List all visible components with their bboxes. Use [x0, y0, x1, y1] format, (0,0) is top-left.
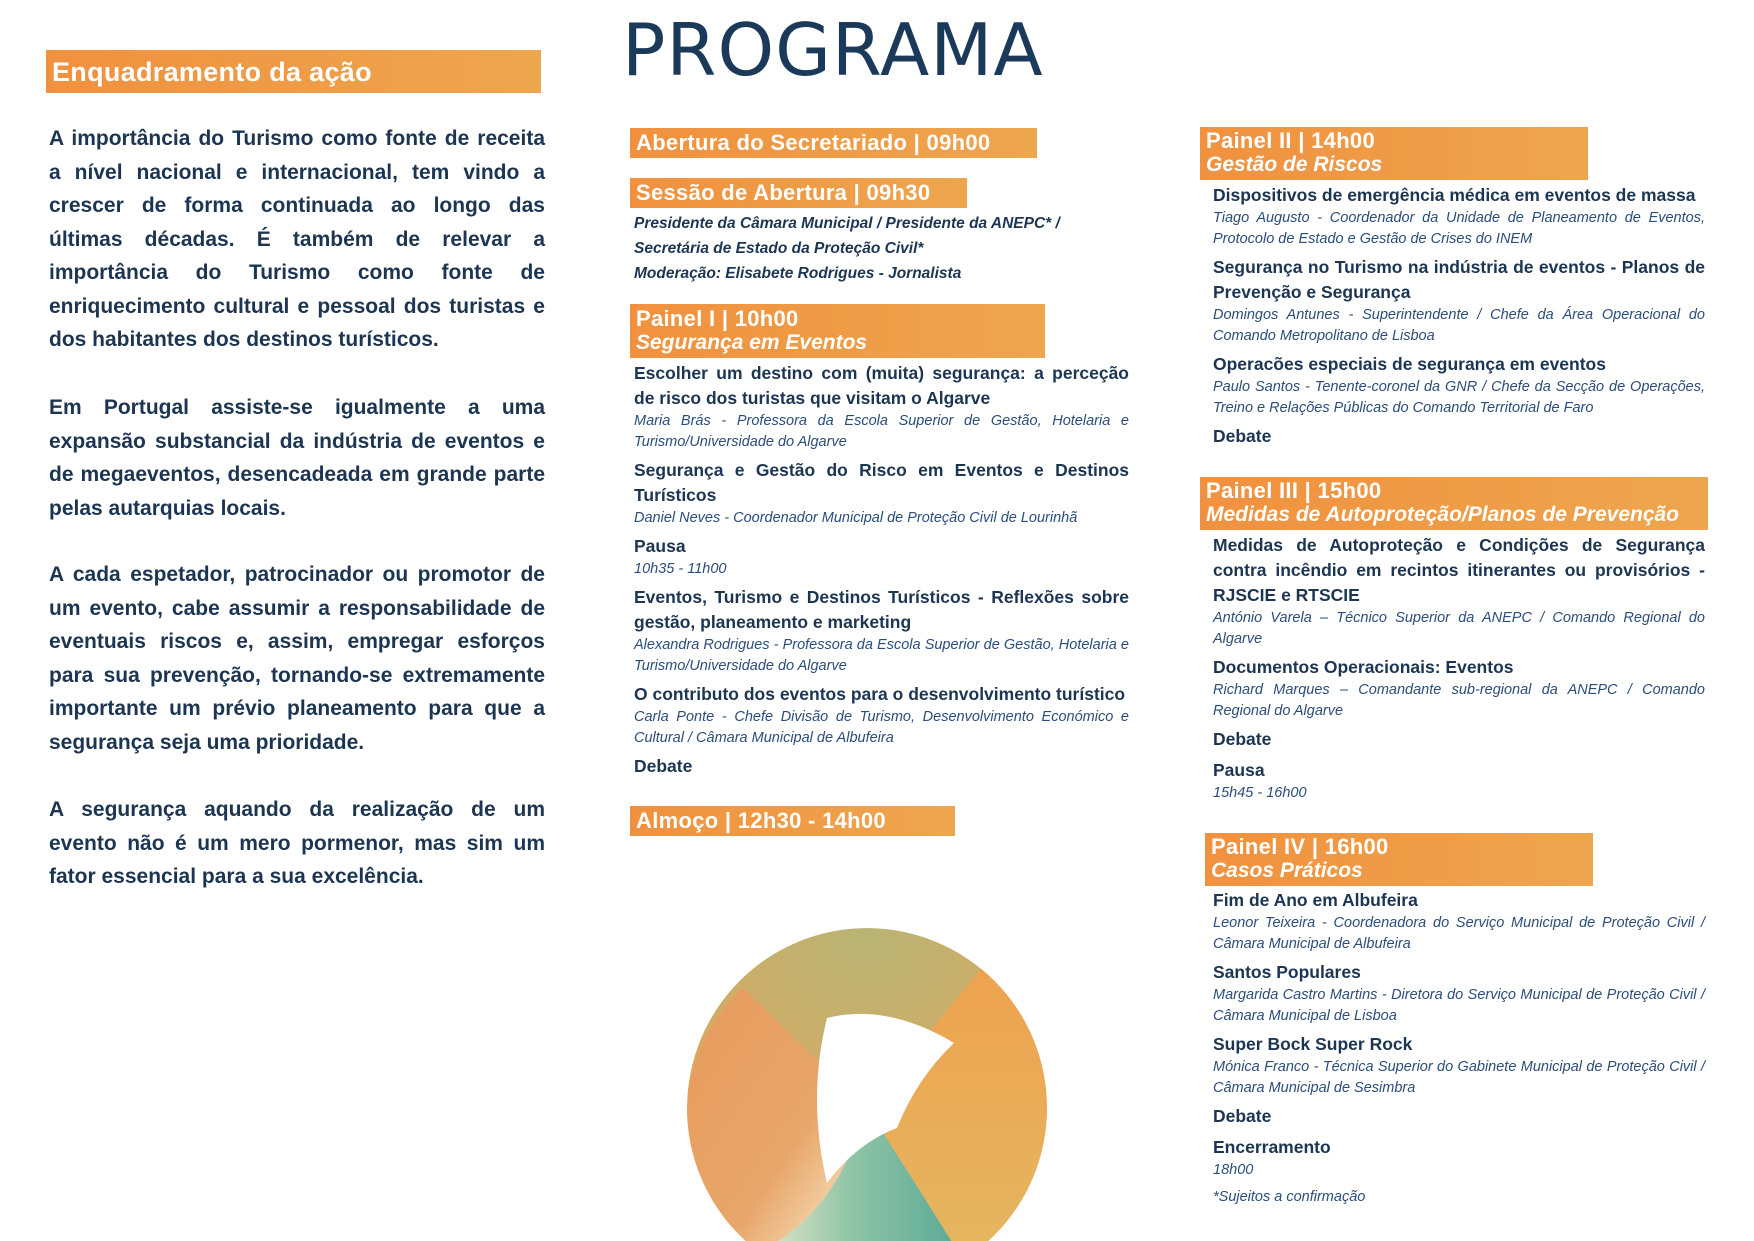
program-item: O contributo dos eventos para o desenvolvimento turístico Carla Ponte - Chefe Divisão de Turismo, Desenvolvimento Económico e Cultural / Câmara Municipal de Albufeira — [634, 684, 1129, 746]
section-heading: Enquadramento da ação — [46, 50, 541, 93]
page-title: PROGRAMA — [622, 8, 1044, 92]
program-item: Operacões especiais de segurança em eventos Paulo Santos - Tenente-coronel da GNR / Chefe da Secção de Operações, Treino e Relações Públicas do Comando Territorial de Faro — [1213, 354, 1705, 416]
program-item: Escolher um destino com (muita) segurança: a perceção de risco dos turistas que visitam o Algarve Maria Brás - Professora da Escola Superior de Gestão, Hotelaria e Turismo/Universidade do Algarve — [634, 363, 1129, 450]
intro-paragraph-2: Em Portugal assiste-se igualmente a uma expansão substancial da indústria de eventos e de megaeventos, desencadeada em grande parte pelas autarquias locais. — [49, 396, 545, 520]
debate-label: Debate — [1213, 1106, 1272, 1126]
debate-label: Debate — [1213, 729, 1272, 749]
intro-paragraph-3: A cada espetador, patrocinador ou promotor de um evento, cabe assumir a responsabilidade de eventuais riscos e, assim, empregar esforços para sua prevenção, tornando-se extremamente importante um prévio planeamento para que a segurança seja uma prioridade. — [49, 563, 545, 754]
footnote: *Sujeitos a confirmação — [1213, 1189, 1366, 1205]
painel-4-items — [1213, 888, 1705, 1208]
painel-3-header: Painel III | 15h00 Medidas de Autoproteção/Planos de Prevenção — [1200, 477, 1708, 530]
program-item: Dispositivos de emergência médica em eventos de massa Tiago Augusto - Coordenador da Unidade de Planeamento de Eventos, Protocolo de Estado e Gestão de Crises do INEM — [1213, 185, 1705, 247]
painel-2-header: Painel II | 14h00 Gestão de Riscos — [1200, 127, 1588, 180]
intro-paragraph-4: A segurança aquando da realização de um evento não é um mero pormenor, mas sim um fator essencial para a sua excelência. — [49, 798, 545, 888]
debate-label: Debate — [1213, 426, 1272, 446]
pause-item: Pausa 15h45 - 16h00 — [1213, 760, 1307, 801]
intro-paragraph-1: A importância do Turismo como fonte de receita a nível nacional e internacional, tem vindo a crescer de forma continuada ao longo das últimas décadas. É também de relevar a importância do Turismo como fonte de enriquecimento cultural e pessoal dos turistas e dos habitantes dos destinos turísticos. — [49, 127, 545, 351]
sessao-moderation: Moderação: Elisabete Rodrigues - Jornalista — [634, 265, 962, 282]
closing-item: Encerramento 18h00 — [1213, 1137, 1331, 1178]
secretariado-header: Abertura do Secretariado | 09h00 — [630, 128, 1037, 158]
debate-label: Debate — [634, 756, 693, 776]
program-item: Medidas de Autoproteção e Condições de Segurança contra incêndio em recintos itinerantes ou provisórios - RJSCIE e RTSCIE António Varela – Técnico Superior da ANEPC / Comando Regional do Algarve — [1213, 535, 1705, 647]
painel-1-header: Painel I | 10h00 Segurança em Eventos — [630, 304, 1045, 358]
event-logo-icon — [682, 928, 1052, 1241]
painel-3-items — [1213, 533, 1705, 804]
program-item: Santos Populares Margarida Castro Martins - Diretora do Serviço Municipal de Proteção Civil / Câmara Municipal de Lisboa — [1213, 962, 1705, 1024]
program-item: Fim de Ano em Albufeira Leonor Teixeira - Coordenadora do Serviço Municipal de Proteção Civil / Câmara Municipal de Albufeira — [1213, 890, 1705, 952]
program-item: Documentos Operacionais: Eventos Richard Marques – Comandante sub-regional da ANEPC / Comando Regional do Algarve — [1213, 657, 1705, 719]
sessao-speakers: Presidente da Câmara Municipal / Presidente da ANEPC* / Secretária de Estado da Proteção Civil* — [634, 215, 1060, 257]
almoco-header: Almoço | 12h30 - 14h00 — [630, 806, 955, 836]
sessao-details — [634, 211, 1124, 286]
painel-1-items — [634, 361, 1129, 779]
program-item: Segurança e Gestão do Risco em Eventos e Destinos Turísticos Daniel Neves - Coordenador Municipal de Proteção Civil de Lourinhã — [634, 460, 1129, 526]
pause-item: Pausa 10h35 - 11h00 — [634, 536, 727, 577]
painel-4-header: Painel IV | 16h00 Casos Práticos — [1205, 833, 1593, 886]
sessao-header: Sessão de Abertura | 09h30 — [630, 178, 967, 208]
program-item: Eventos, Turismo e Destinos Turísticos - Reflexões sobre gestão, planeamento e marketing Alexandra Rodrigues - Professora da Escola Superior de Gestão, Hotelaria e Turismo/Universidade do Algarve — [634, 587, 1129, 674]
program-item: Super Bock Super Rock Mónica Franco - Técnica Superior do Gabinete Municipal de Proteção Civil / Câmara Municipal de Sesimbra — [1213, 1034, 1705, 1096]
painel-2-items — [1213, 183, 1705, 449]
program-item: Segurança no Turismo na indústria de eventos - Planos de Prevenção e Segurança Domingos Antunes - Superintendente / Chefe da Área Operacional do Comando Metropolitano de Lisboa — [1213, 257, 1705, 344]
